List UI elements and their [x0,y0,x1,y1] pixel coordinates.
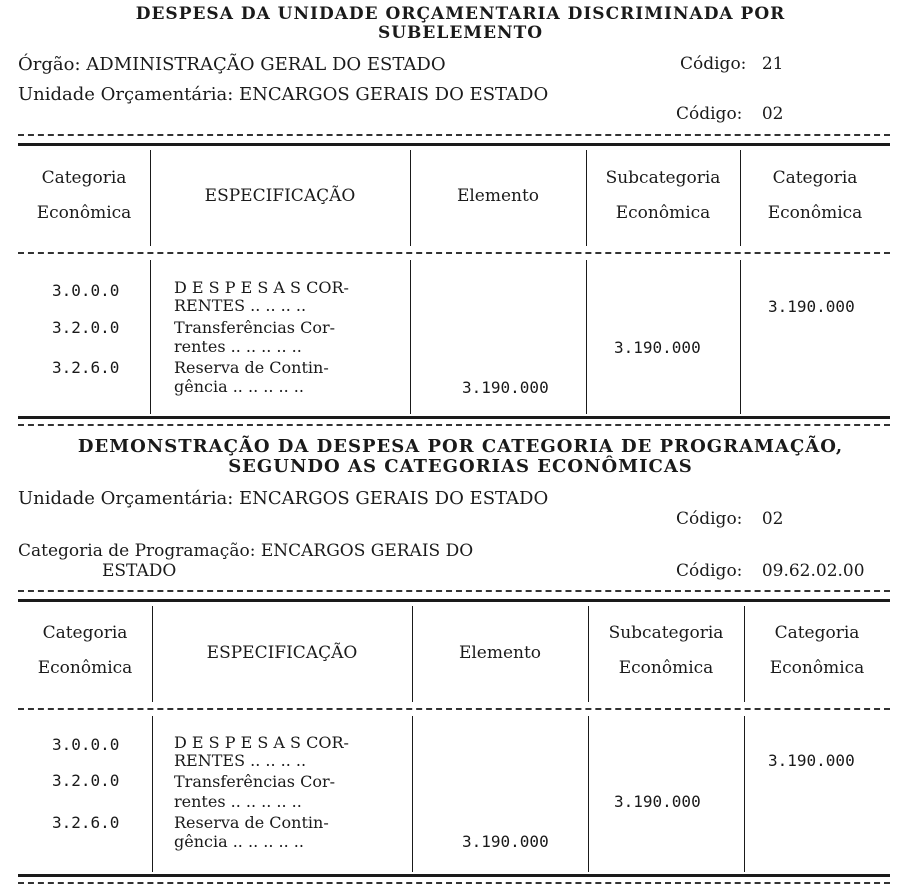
table1-top-rule [18,143,890,146]
header-text: Categoria [41,168,127,188]
unidade-codigo-value: 02 [761,509,784,529]
orgao-codigo-label: Código: [680,54,747,74]
table2-code: 3.2.0.0 [52,771,120,790]
orgao-value: ADMINISTRAÇÃO GERAL DO ESTADO [86,54,446,75]
unidade-codigo-1 [676,106,783,123]
unidade-label: Unidade Orçamentária: [18,488,234,509]
table2-categoria-value: 3.190.000 [768,751,855,770]
section1-title-line1: DESPESA DA UNIDADE ORÇAMENTARIA DISCRIMINADA POR [135,4,786,24]
unidade-label: Unidade Orçamentária: [18,84,234,105]
orgao-codigo-value: 21 [761,54,784,74]
header-text: Categoria [774,623,860,643]
section2-title-line2: SEGUNDO AS CATEGORIAS ECONÔMICAS [228,456,693,477]
programacao-label: Categoria de Programação: [18,541,256,561]
table2-spec-line: Reserva de Contin- [174,813,329,832]
table2-bottom-rule [18,874,890,877]
unidade-codigo-value: 02 [761,104,784,124]
table2-header-spec: ESPECIFICAÇÃO [206,643,358,663]
unidade-codigo-label: Código: [676,509,743,529]
table2-spec-line: D E S P E S A S COR- [174,733,349,752]
unidade-codigo-2 [676,511,783,528]
programacao-value: ENCARGOS GERAIS DO [260,541,474,561]
table2-elemento-value: 3.190.000 [462,832,549,851]
table1-elemento-value: 3.190.000 [462,378,549,397]
header-text: Econômica [618,658,714,678]
orgao-line [18,56,446,74]
table2-top-dash [18,590,890,592]
table1-divider [586,260,587,414]
table1-divider [410,260,411,414]
table1-divider [740,260,741,414]
unidade-value: ENCARGOS GERAIS DO ESTADO [239,84,549,105]
table2-code: 3.0.0.0 [52,735,120,754]
table1-header-cat [18,170,150,222]
table1-spec-line: gência .. .. .. .. .. [174,377,304,396]
header-text: Econômica [37,658,133,678]
table1-spec-line: Transferências Cor- [174,318,336,337]
header-text: Econômica [615,203,711,223]
table1-code: 3.2.6.0 [52,358,120,377]
table2-header-elemento: Elemento [458,643,542,663]
header-text: Subcategoria [605,168,721,188]
table1-header-rule [18,252,890,254]
header-text: Categoria [772,168,858,188]
table1-header-spec: ESPECIFICAÇÃO [204,186,356,206]
table2-bottom-dash [18,882,890,884]
orgao-codigo [680,56,783,73]
table2-header-cat2 [744,625,890,677]
table1-top-dash [18,134,890,136]
table1-code: 3.2.0.0 [52,318,120,337]
orgao-label: Órgão: [18,54,81,75]
table2-header-subcat [588,625,744,677]
table1-header-subcat [586,170,740,222]
unidade-line-1 [18,86,548,104]
header-text: Econômica [767,203,863,223]
programacao-line [18,543,473,560]
table2-divider [152,716,153,872]
table1-subcategoria-value: 3.190.000 [614,338,701,357]
table1-spec-line: RENTES .. .. .. .. [174,296,307,315]
table2-divider [744,716,745,872]
table2-spec-line: gência .. .. .. .. .. [174,832,304,851]
header-text: Subcategoria [608,623,724,643]
table1-spec-line: D E S P E S A S COR- [174,278,349,297]
section2-title-line1: DEMONSTRAÇÃO DA DESPESA POR CATEGORIA DE PROGRAMAÇÃO, [77,436,844,457]
table2-divider [588,716,589,872]
table2-spec-line: Transferências Cor- [174,772,336,791]
header-text: Categoria [42,623,128,643]
unidade-line-2 [18,490,548,508]
table2-header-cat [18,625,152,677]
table1-bottom-rule [18,416,890,419]
table2-divider [412,716,413,872]
table1-header-cat2 [740,170,890,222]
table2-header-rule [18,708,890,710]
table1-spec-line: rentes .. .. .. .. .. [174,337,302,356]
table2-spec-line: rentes .. .. .. .. .. [174,792,302,811]
header-text: Econômica [36,203,132,223]
section1-title-line2: SUBELEMENTO [377,23,544,43]
unidade-codigo-label: Código: [676,104,743,124]
header-text: Econômica [769,658,865,678]
table1-spec-line: Reserva de Contin- [174,358,329,377]
table1-header-elemento: Elemento [456,186,540,206]
unidade-value: ENCARGOS GERAIS DO ESTADO [239,488,549,509]
programacao-codigo-label: Código: [676,561,743,581]
table1-divider [150,260,151,414]
programacao-codigo-value: 09.62.02.00 [761,561,865,581]
table1-categoria-value: 3.190.000 [768,297,855,316]
table2-code: 3.2.6.0 [52,813,120,832]
table1-bottom-dash [18,424,890,426]
programacao-codigo [676,563,865,580]
table2-subcategoria-value: 3.190.000 [614,792,701,811]
table2-top-rule [18,599,890,602]
table1-code: 3.0.0.0 [52,281,120,300]
table2-spec-line: RENTES .. .. .. .. [174,751,307,770]
programacao-value-line2: ESTADO [102,561,177,581]
